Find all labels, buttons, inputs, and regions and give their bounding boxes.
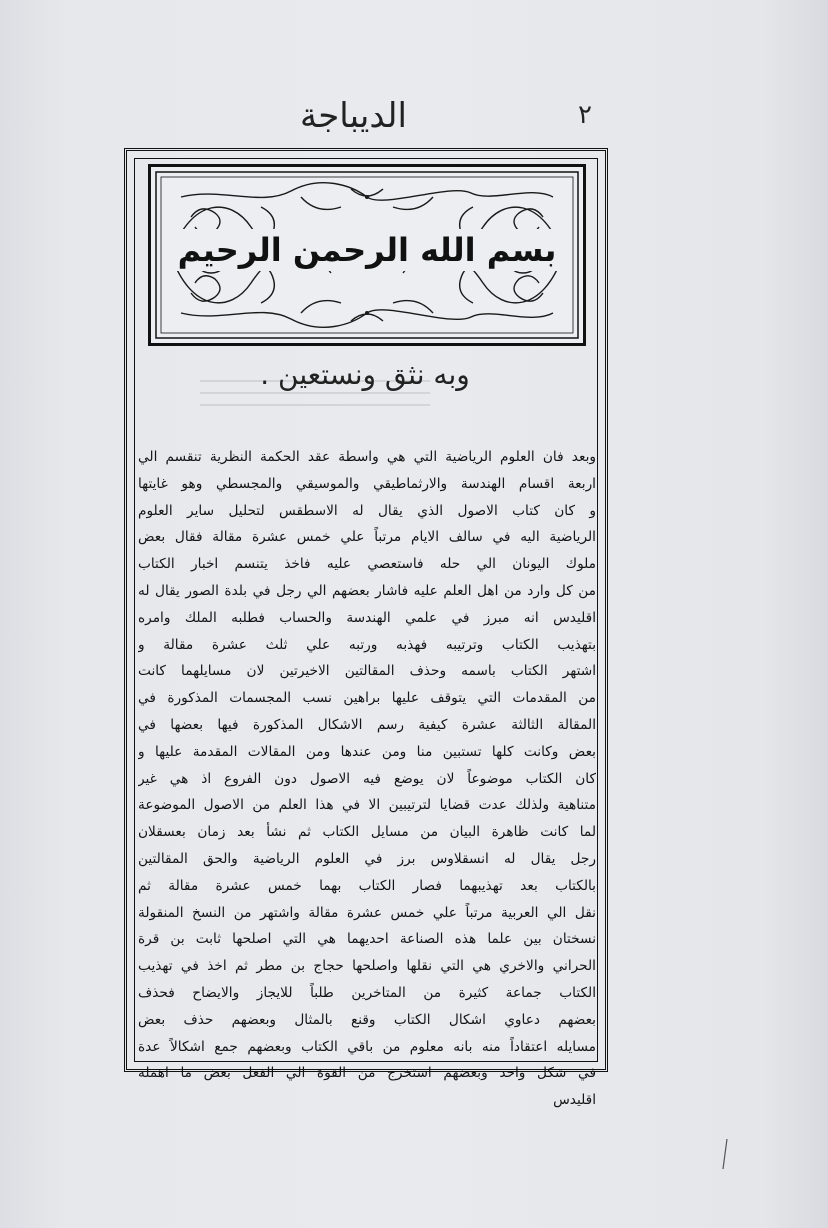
ornamental-headpiece (148, 164, 586, 346)
text-line: بتهذيب الكتاب وترتيبه فهذبه ورتبه علي ثلث عشرة مقالة و (138, 636, 596, 653)
text-line: متناهية ولذلك عدت قضايا لترتيبين الا في هذا العلم من الاصول الموضوعة (138, 797, 596, 814)
text-line: اشتهر الكتاب باسمه وحذف المقالتين الاخيرتين لان مسايلهما كانت (138, 663, 596, 680)
text-line: في شكل واحد وبعضهم استخرج من القوة الي الفعل بعض ما اهمله (138, 1065, 596, 1082)
text-line: و كان كتاب الاصول الذي يقال له الاسطقس لتحليل ساير العلوم (138, 502, 596, 519)
pencil-mark (722, 1138, 728, 1170)
running-head-title: الديباجة (300, 96, 407, 136)
text-line: الرياضية اليه في سالف الايام مرتباً علي خمس عشرة مقالة فقال بعض (138, 529, 596, 546)
text-line: رجل يقال له انسقلاوس برز في العلوم الرياضية والحق المقالتين (138, 850, 596, 867)
text-line: مسايله اعتقاداً منه بانه معلوم من باقي الكتاب وبعضهم جمع اشكالاً عدة (138, 1038, 596, 1055)
text-line: وبعد فان العلوم الرياضية التي هي واسطة عقد الحكمة النظرية تنقسم الي (138, 449, 596, 465)
text-line: من كل وارد من اهل العلم عليه فاشار بعضهم الي رجل في بلدة الصور يقال له (138, 582, 596, 599)
text-line: المقالة الثالثة عشرة كيفية رسم الاشكال المذكورة فيها بعضها في (138, 716, 596, 733)
basmala-heading (151, 231, 583, 269)
text-line: اربعة اقسام الهندسة والارثماطيقي والموسيقي والمجسطي وهو غايتها (138, 475, 596, 492)
basmala-text: بسم الله الرحمن الرحيم (164, 229, 571, 271)
text-line: بالكتاب بعد تهذيبهما فصار الكتاب بهما خمس عشرة مقالة ثم (138, 877, 596, 894)
text-line: اقليدس انه مبرز في علمي الهندسة والحساب فطلبه الملك وامره (138, 609, 596, 626)
text-line: ملوك اليونان الي حله فاستعصي عليه فاخذ يتنسم اخبار الكتاب (138, 556, 596, 573)
text-line: كان الكتاب موضوعاً لان يوضع فيه الاصول دون الفروع اذ هي غير (138, 770, 596, 787)
invocation-line: وبه نثق ونستعين . (260, 358, 470, 391)
page-number: ٢ (578, 100, 592, 130)
text-line: من المقدمات التي يتوقف عليها براهين نسب المجسمات المذكورة في (138, 690, 596, 707)
text-line: بعض وكانت كلها تستبين منا ومن عندها ومن المقالات المقدمة عليها و (138, 743, 596, 760)
text-line: لما كانت ظاهرة البيان من مسايل الكتاب ثم نشأ بعد زمان بعسقلان (138, 824, 596, 841)
body-text (138, 444, 596, 1114)
running-head (0, 96, 828, 146)
text-line: الكتاب جماعة كثيرة من المتاخرين طلباً للايجاز والايضاح فحذف (138, 984, 596, 1001)
text-line: نسختان بين علما هذه الصناعة احديهما هي التي اصلحها ثابت بن قرة (138, 931, 596, 948)
text-line: بعضهم دعاوي اشكال الكتاب وقنع بالمثال وبعضهم حذف بعض (138, 1011, 596, 1028)
text-line-last: اقليدس (553, 1092, 596, 1109)
text-line: نقل الي العربية مرتباً علي خمس عشرة مقالة واشتهر من النسخ المنقولة (138, 904, 596, 921)
text-line: الحراني والاخري هي التي نقلها واصلحها حجاج بن مطر ثم اخذ في تهذيب (138, 958, 596, 975)
